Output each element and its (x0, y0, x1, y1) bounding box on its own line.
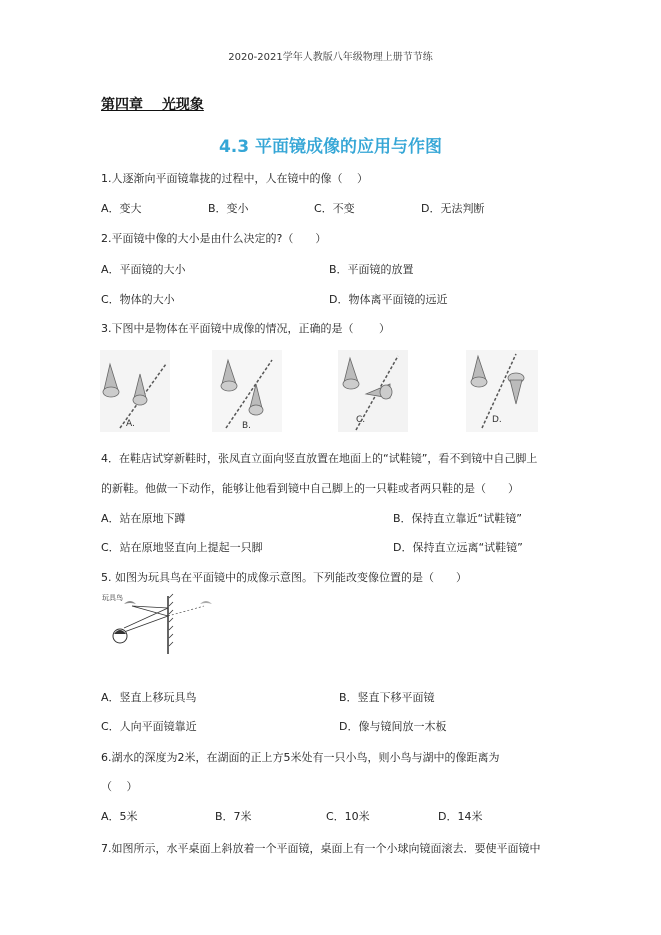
q3-stem: 3.下图中是物体在平面镜中成像的情况，正确的是（ ） (101, 322, 390, 335)
q6-option-d: D．14米 (438, 810, 483, 823)
q6-stem-line2: （ ） (101, 780, 138, 793)
page-header: 2020-2021学年人教版八年级物理上册节节练 (228, 52, 433, 63)
q3-figure-a-label: A. (126, 419, 135, 429)
q3-figure-d-label: D. (492, 415, 502, 425)
q3-figure-c-label: C. (356, 415, 366, 425)
q5-stem: 5. 如图为玩具鸟在平面镜中的成像示意图。下列能改变像位置的是（ ） (101, 571, 467, 584)
q4-stem-line2: 的新鞋。他做一下动作，能够让他看到镜中自己脚上的一只鞋或者两只鞋的是（ ） (101, 482, 519, 495)
q5-option-d: D．像与镜间放一木板 (339, 720, 447, 733)
q2-option-a: A．平面镜的大小 (101, 263, 186, 276)
q5-figure-label: 玩具鸟 (102, 594, 123, 602)
q3-figure-a (100, 350, 170, 432)
q2-option-b: B．平面镜的放置 (329, 263, 414, 276)
q2-option-c: C．物体的大小 (101, 293, 175, 306)
q4-option-b: B．保持直立靠近“试鞋镜” (393, 512, 522, 525)
q3-figure-b (212, 350, 282, 432)
q1-option-c: C．不变 (314, 202, 355, 215)
q3-figure-b-label: B. (242, 421, 252, 431)
q4-stem-line1: 4．在鞋店试穿新鞋时，张凤直立面向竖直放置在地面上的“试鞋镜”，看不到镜中自己脚上 (101, 452, 538, 465)
q4-option-d: D．保持直立远离“试鞋镜” (393, 541, 523, 554)
q2-stem: 2.平面镜中像的大小是由什么决定的?（ ） (101, 232, 327, 245)
q1-option-d: D．无法判断 (421, 202, 485, 215)
q4-option-c: C．站在原地竖直向上提起一只脚 (101, 541, 263, 554)
q5-option-b: B．竖直下移平面镜 (339, 691, 435, 704)
q4-option-a: A．站在原地下蹲 (101, 512, 186, 525)
q1-stem: 1.人逐渐向平面镜靠拢的过程中，人在镜中的像（ ） (101, 172, 368, 185)
q5-figure (100, 588, 220, 660)
q6-stem-line1: 6.湖水的深度为2米，在湖面的正上方5米处有一只小鸟，则小鸟与湖中的像距离为 (101, 751, 500, 764)
q1-option-b: B．变小 (208, 202, 249, 215)
q3-figure-c (338, 350, 408, 432)
q5-option-c: C．人向平面镜靠近 (101, 720, 197, 733)
q5-option-a: A．竖直上移玩具鸟 (101, 691, 197, 704)
q2-option-d: D．物体离平面镜的远近 (329, 293, 448, 306)
q6-option-c: C．10米 (326, 810, 370, 823)
q7-stem: 7.如图所示，水平桌面上斜放着一个平面镜，桌面上有一个小球向镜面滚去．要使平面镜中 (101, 842, 541, 855)
section-title: 4.3 平面镜成像的应用与作图 (218, 137, 443, 157)
q1-option-a: A．变大 (101, 202, 142, 215)
q6-option-b: B．7米 (215, 810, 252, 823)
q3-figure-d (466, 350, 538, 432)
chapter-title: 第四章 光现象 (101, 97, 204, 113)
q6-option-a: A．5米 (101, 810, 138, 823)
